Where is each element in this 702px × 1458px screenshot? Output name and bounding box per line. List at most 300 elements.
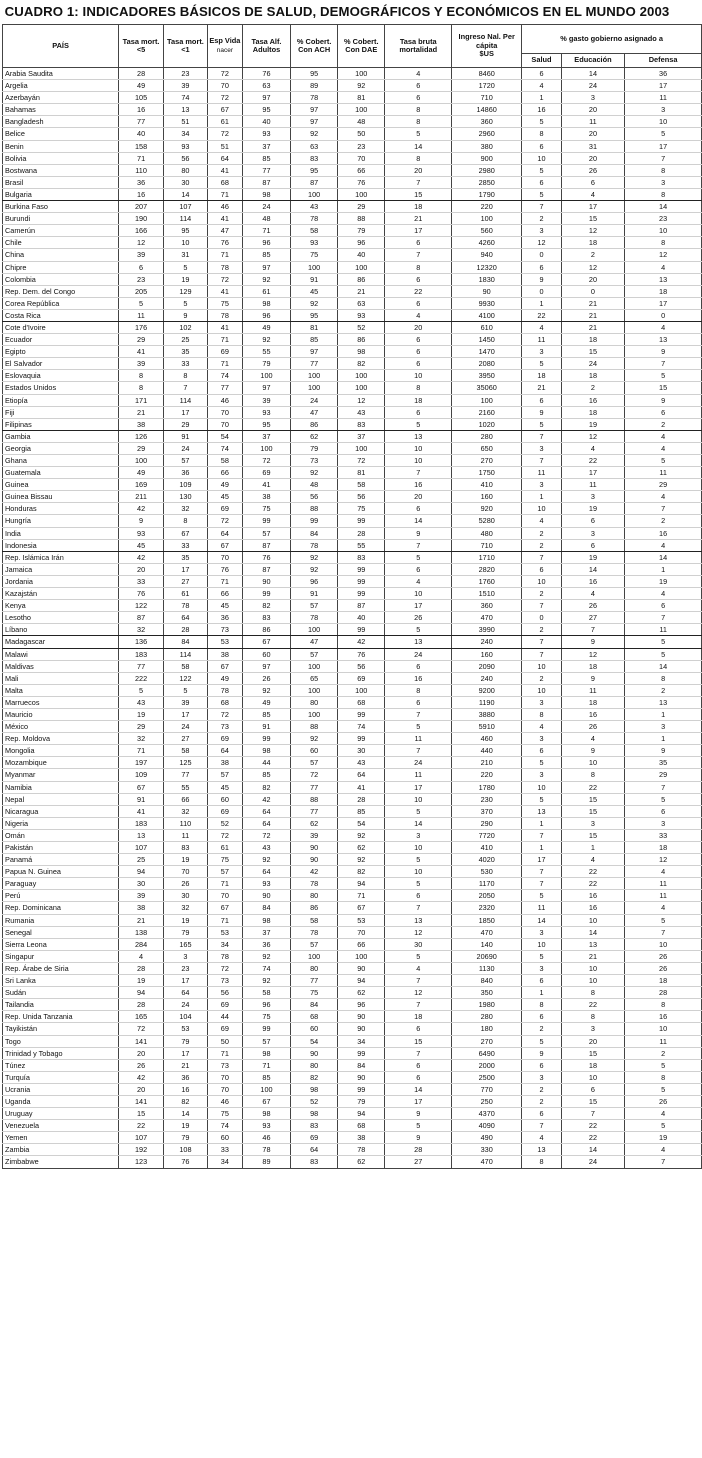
table-row (3, 696, 702, 708)
value-cell: 8 (625, 999, 702, 1011)
value-cell: 76 (242, 551, 290, 563)
value-cell: 160 (452, 491, 522, 503)
value-cell: 12 (561, 261, 625, 273)
value-cell: 110 (164, 817, 208, 829)
value-cell: 16 (522, 104, 561, 116)
value-cell: 42 (119, 503, 164, 515)
value-cell: 85 (242, 1071, 290, 1083)
value-cell: 48 (338, 116, 385, 128)
value-cell: 9930 (452, 297, 522, 309)
value-cell: 6 (625, 600, 702, 612)
table-row (3, 237, 702, 249)
value-cell: 7 (625, 152, 702, 164)
value-cell: 11 (625, 878, 702, 890)
value-cell: 16 (561, 902, 625, 914)
table-row (3, 660, 702, 672)
value-cell: 96 (338, 999, 385, 1011)
value-cell: 5 (385, 418, 452, 430)
value-cell: 65 (291, 672, 338, 684)
value-cell: 3 (561, 491, 625, 503)
value-cell: 69 (207, 503, 242, 515)
value-cell: 9 (625, 346, 702, 358)
value-cell: 11 (561, 479, 625, 491)
value-cell: 14860 (452, 104, 522, 116)
value-cell: 100 (291, 382, 338, 394)
value-cell: 360 (452, 600, 522, 612)
value-cell: 33 (164, 358, 208, 370)
table-row (3, 225, 702, 237)
value-cell: 77 (207, 382, 242, 394)
value-cell: 2080 (452, 358, 522, 370)
value-cell: 7 (385, 708, 452, 720)
value-cell: 28 (338, 527, 385, 539)
value-cell: 650 (452, 442, 522, 454)
value-cell: 12 (385, 926, 452, 938)
value-cell: 6 (385, 1023, 452, 1035)
value-cell: 62 (338, 842, 385, 854)
value-cell: 4100 (452, 309, 522, 321)
country-cell: Azerbayán (3, 92, 119, 104)
value-cell: 10 (522, 152, 561, 164)
value-cell: 15 (561, 1095, 625, 1107)
value-cell: 8 (625, 188, 702, 200)
value-cell: 60 (291, 1023, 338, 1035)
value-cell: 270 (452, 1035, 522, 1047)
value-cell: 58 (207, 455, 242, 467)
value-cell: 4 (522, 321, 561, 333)
value-cell: 10 (164, 237, 208, 249)
value-cell: 75 (291, 249, 338, 261)
value-cell: 78 (291, 92, 338, 104)
value-cell: 48 (291, 479, 338, 491)
value-cell: 85 (242, 769, 290, 781)
country-cell: Hungría (3, 515, 119, 527)
value-cell: 92 (242, 950, 290, 962)
value-cell: 270 (452, 455, 522, 467)
value-cell: 1020 (452, 418, 522, 430)
country-cell: Papua N. Guinea (3, 866, 119, 878)
indicators-table (2, 24, 702, 1169)
value-cell: 2960 (452, 128, 522, 140)
value-cell: 32 (164, 503, 208, 515)
value-cell: 92 (291, 563, 338, 575)
value-cell: 100 (291, 708, 338, 720)
value-cell: 20 (561, 273, 625, 285)
value-cell: 6 (561, 176, 625, 188)
value-cell: 470 (452, 612, 522, 624)
country-cell: Bahamas (3, 104, 119, 116)
value-cell: 28 (385, 1144, 452, 1156)
value-cell: 230 (452, 793, 522, 805)
table-row (3, 938, 702, 950)
value-cell: 51 (207, 140, 242, 152)
value-cell: 10 (385, 442, 452, 454)
value-cell: 4 (522, 80, 561, 92)
value-cell: 43 (242, 842, 290, 854)
value-cell: 125 (164, 757, 208, 769)
country-cell: Georgia (3, 442, 119, 454)
value-cell: 20 (561, 1035, 625, 1047)
value-cell: 10 (625, 225, 702, 237)
value-cell: 72 (242, 829, 290, 841)
value-cell: 4 (522, 721, 561, 733)
value-cell: 13 (385, 914, 452, 926)
value-cell: 7 (385, 975, 452, 987)
value-cell: 40 (119, 128, 164, 140)
value-cell: 97 (242, 382, 290, 394)
value-cell: 7 (522, 829, 561, 841)
value-cell: 66 (164, 793, 208, 805)
value-cell: 88 (291, 503, 338, 515)
value-cell: 100 (338, 382, 385, 394)
value-cell: 88 (338, 213, 385, 225)
value-cell: 3 (522, 1071, 561, 1083)
value-cell: 19 (164, 854, 208, 866)
value-cell: 470 (452, 926, 522, 938)
country-cell: México (3, 721, 119, 733)
table-row (3, 68, 702, 80)
country-cell: Venezuela (3, 1120, 119, 1132)
country-cell: Jamaica (3, 563, 119, 575)
value-cell: 93 (291, 237, 338, 249)
value-cell: 71 (207, 358, 242, 370)
value-cell: 83 (291, 1120, 338, 1132)
value-cell: 77 (119, 660, 164, 672)
value-cell: 11 (164, 829, 208, 841)
country-cell: Arabia Saudita (3, 68, 119, 80)
value-cell: 90 (291, 842, 338, 854)
value-cell: 82 (242, 781, 290, 793)
value-cell: 93 (164, 140, 208, 152)
country-cell: Cote d'Ivoire (3, 321, 119, 333)
value-cell: 10 (561, 757, 625, 769)
value-cell: 92 (291, 128, 338, 140)
value-cell: 22 (561, 866, 625, 878)
value-cell: 3 (522, 769, 561, 781)
value-cell: 76 (338, 648, 385, 660)
value-cell: 66 (338, 164, 385, 176)
value-cell: 107 (119, 842, 164, 854)
value-cell: 20 (561, 128, 625, 140)
value-cell: 66 (207, 588, 242, 600)
value-cell: 99 (338, 575, 385, 587)
value-cell: 33 (119, 575, 164, 587)
value-cell: 94 (338, 1108, 385, 1120)
value-cell: 15 (561, 793, 625, 805)
country-cell: Rep. Unida Tanzania (3, 1011, 119, 1023)
value-cell: 2850 (452, 176, 522, 188)
value-cell: 8 (625, 672, 702, 684)
table-row (3, 878, 702, 890)
value-cell: 43 (338, 757, 385, 769)
table-row (3, 467, 702, 479)
value-cell: 57 (291, 600, 338, 612)
value-cell: 40 (242, 116, 290, 128)
value-cell: 96 (242, 309, 290, 321)
value-cell: 97 (242, 261, 290, 273)
table-row (3, 1095, 702, 1107)
value-cell: 9 (385, 527, 452, 539)
value-cell: 8 (561, 769, 625, 781)
value-cell: 67 (242, 1095, 290, 1107)
value-cell: 280 (452, 1011, 522, 1023)
value-cell: 96 (242, 999, 290, 1011)
value-cell: 100 (291, 684, 338, 696)
table-row (3, 1035, 702, 1047)
value-cell: 11 (522, 902, 561, 914)
value-cell: 6 (385, 334, 452, 346)
value-cell: 77 (119, 116, 164, 128)
value-cell: 27 (561, 612, 625, 624)
country-cell: Rep. Árabe de Siria (3, 962, 119, 974)
value-cell: 2820 (452, 563, 522, 575)
value-cell: 100 (291, 950, 338, 962)
value-cell: 11 (522, 467, 561, 479)
table-row (3, 430, 702, 442)
value-cell: 114 (164, 648, 208, 660)
value-cell: 710 (452, 92, 522, 104)
value-cell: 78 (207, 684, 242, 696)
value-cell: 12 (625, 854, 702, 866)
value-cell: 6 (385, 406, 452, 418)
value-cell: 7 (625, 358, 702, 370)
value-cell: 76 (207, 563, 242, 575)
table-row (3, 624, 702, 636)
value-cell: 72 (207, 68, 242, 80)
country-cell: Nicaragua (3, 805, 119, 817)
country-cell: Colombia (3, 273, 119, 285)
value-cell: 62 (291, 430, 338, 442)
value-cell: 13 (522, 1144, 561, 1156)
value-cell: 17 (385, 1095, 452, 1107)
value-cell: 1 (522, 491, 561, 503)
value-cell: 2 (625, 515, 702, 527)
value-cell: 207 (119, 201, 164, 213)
value-cell: 42 (119, 1071, 164, 1083)
value-cell: 20 (561, 104, 625, 116)
value-cell: 71 (207, 914, 242, 926)
value-cell: 86 (291, 902, 338, 914)
value-cell: 57 (242, 527, 290, 539)
value-cell: 250 (452, 1095, 522, 1107)
value-cell: 30 (119, 878, 164, 890)
value-cell: 37 (338, 430, 385, 442)
value-cell: 23 (164, 962, 208, 974)
value-cell: 62 (291, 817, 338, 829)
value-cell: 7 (385, 1047, 452, 1059)
value-cell: 28 (119, 68, 164, 80)
value-cell: 96 (291, 575, 338, 587)
value-cell: 47 (207, 225, 242, 237)
value-cell: 10 (625, 1023, 702, 1035)
value-cell: 92 (291, 733, 338, 745)
value-cell: 97 (291, 104, 338, 116)
value-cell: 2500 (452, 1071, 522, 1083)
value-cell: 1790 (452, 188, 522, 200)
value-cell: 49 (119, 467, 164, 479)
country-cell: Rep. Moldova (3, 733, 119, 745)
value-cell: 7 (385, 249, 452, 261)
value-cell: 280 (452, 430, 522, 442)
value-cell: 15 (385, 188, 452, 200)
value-cell: 109 (164, 479, 208, 491)
value-cell: 160 (452, 648, 522, 660)
value-cell: 84 (338, 1059, 385, 1071)
value-cell: 19 (561, 503, 625, 515)
table-row (3, 842, 702, 854)
value-cell: 5 (522, 188, 561, 200)
value-cell: 99 (338, 624, 385, 636)
value-cell: 14 (625, 660, 702, 672)
country-cell: Togo (3, 1035, 119, 1047)
value-cell: 17 (385, 225, 452, 237)
value-cell: 40 (338, 249, 385, 261)
value-cell: 89 (242, 1156, 290, 1168)
country-cell: Filipinas (3, 418, 119, 430)
value-cell: 4 (561, 442, 625, 454)
value-cell: 1130 (452, 962, 522, 974)
value-cell: 53 (207, 926, 242, 938)
table-row (3, 551, 702, 563)
value-cell: 68 (207, 696, 242, 708)
country-cell: Panamá (3, 854, 119, 866)
value-cell: 87 (242, 176, 290, 188)
value-cell: 10 (625, 938, 702, 950)
value-cell: 18 (385, 201, 452, 213)
country-cell: Mauricio (3, 708, 119, 720)
value-cell: 5910 (452, 721, 522, 733)
header-esp-vida (207, 25, 242, 68)
value-cell: 56 (338, 660, 385, 672)
value-cell: 94 (119, 866, 164, 878)
value-cell: 74 (338, 721, 385, 733)
value-cell: 17 (561, 467, 625, 479)
value-cell: 8 (625, 164, 702, 176)
country-cell: Belice (3, 128, 119, 140)
value-cell: 1 (522, 817, 561, 829)
value-cell: 6 (385, 297, 452, 309)
value-cell: 100 (119, 455, 164, 467)
value-cell: 1760 (452, 575, 522, 587)
value-cell: 99 (338, 1047, 385, 1059)
value-cell: 18 (561, 406, 625, 418)
table-row (3, 1071, 702, 1083)
value-cell: 380 (452, 140, 522, 152)
table-row (3, 321, 702, 333)
value-cell: 13 (625, 696, 702, 708)
header-salud: Salud (522, 54, 561, 68)
value-cell: 45 (291, 285, 338, 297)
value-cell: 98 (242, 1047, 290, 1059)
value-cell: 1750 (452, 467, 522, 479)
value-cell: 5 (385, 1120, 452, 1132)
table-row (3, 80, 702, 92)
value-cell: 5 (625, 370, 702, 382)
value-cell: 138 (119, 926, 164, 938)
value-cell: 7 (164, 382, 208, 394)
value-cell: 25 (119, 854, 164, 866)
table-row (3, 793, 702, 805)
value-cell: 5 (164, 684, 208, 696)
value-cell: 38 (242, 491, 290, 503)
value-cell: 7 (561, 1108, 625, 1120)
value-cell: 19 (164, 1120, 208, 1132)
value-cell: 86 (291, 418, 338, 430)
value-cell: 52 (291, 1095, 338, 1107)
value-cell: 15 (119, 1108, 164, 1120)
header-ach: % Cobert. Con ACH (291, 25, 338, 68)
value-cell: 50 (207, 1035, 242, 1047)
value-cell: 28 (164, 624, 208, 636)
value-cell: 99 (338, 588, 385, 600)
country-cell: Paraguay (3, 878, 119, 890)
value-cell: 57 (291, 648, 338, 660)
value-cell: 58 (164, 745, 208, 757)
value-cell: 7 (625, 503, 702, 515)
value-cell: 24 (561, 80, 625, 92)
value-cell: 11 (561, 684, 625, 696)
value-cell: 560 (452, 225, 522, 237)
country-cell: Kenya (3, 600, 119, 612)
table-row (3, 370, 702, 382)
value-cell: 92 (242, 854, 290, 866)
value-cell: 6 (522, 975, 561, 987)
value-cell: 5 (522, 950, 561, 962)
value-cell: 73 (207, 624, 242, 636)
value-cell: 49 (207, 479, 242, 491)
value-cell: 14 (561, 563, 625, 575)
value-cell: 190 (119, 213, 164, 225)
value-cell: 67 (242, 636, 290, 648)
value-cell: 97 (242, 660, 290, 672)
value-cell: 16 (164, 1083, 208, 1095)
value-cell: 100 (338, 370, 385, 382)
value-cell: 107 (164, 201, 208, 213)
value-cell: 3 (561, 527, 625, 539)
table-row (3, 1120, 702, 1132)
value-cell: 5 (522, 757, 561, 769)
value-cell: 92 (291, 467, 338, 479)
country-cell: Maldivas (3, 660, 119, 672)
country-cell: Guinea Bissau (3, 491, 119, 503)
value-cell: 71 (207, 575, 242, 587)
value-cell: 10 (385, 588, 452, 600)
value-cell: 8 (164, 515, 208, 527)
value-cell: 6 (385, 273, 452, 285)
value-cell: 6 (385, 890, 452, 902)
value-cell: 3 (522, 733, 561, 745)
value-cell: 21 (561, 950, 625, 962)
value-cell: 5 (385, 805, 452, 817)
value-cell: 92 (291, 297, 338, 309)
country-cell: Kazajstán (3, 588, 119, 600)
value-cell: 47 (291, 636, 338, 648)
value-cell: 68 (291, 1011, 338, 1023)
value-cell: 18 (625, 842, 702, 854)
value-cell: 100 (452, 394, 522, 406)
value-cell: 23 (625, 213, 702, 225)
value-cell: 27 (164, 575, 208, 587)
value-cell: 84 (164, 636, 208, 648)
header-ingreso-label: Ingreso Nal. Per cápita (458, 32, 515, 50)
country-cell: Mali (3, 672, 119, 684)
country-cell: Etiopía (3, 394, 119, 406)
value-cell: 6 (625, 406, 702, 418)
table-row (3, 406, 702, 418)
value-cell: 72 (291, 769, 338, 781)
value-cell: 126 (119, 430, 164, 442)
table-row (3, 563, 702, 575)
